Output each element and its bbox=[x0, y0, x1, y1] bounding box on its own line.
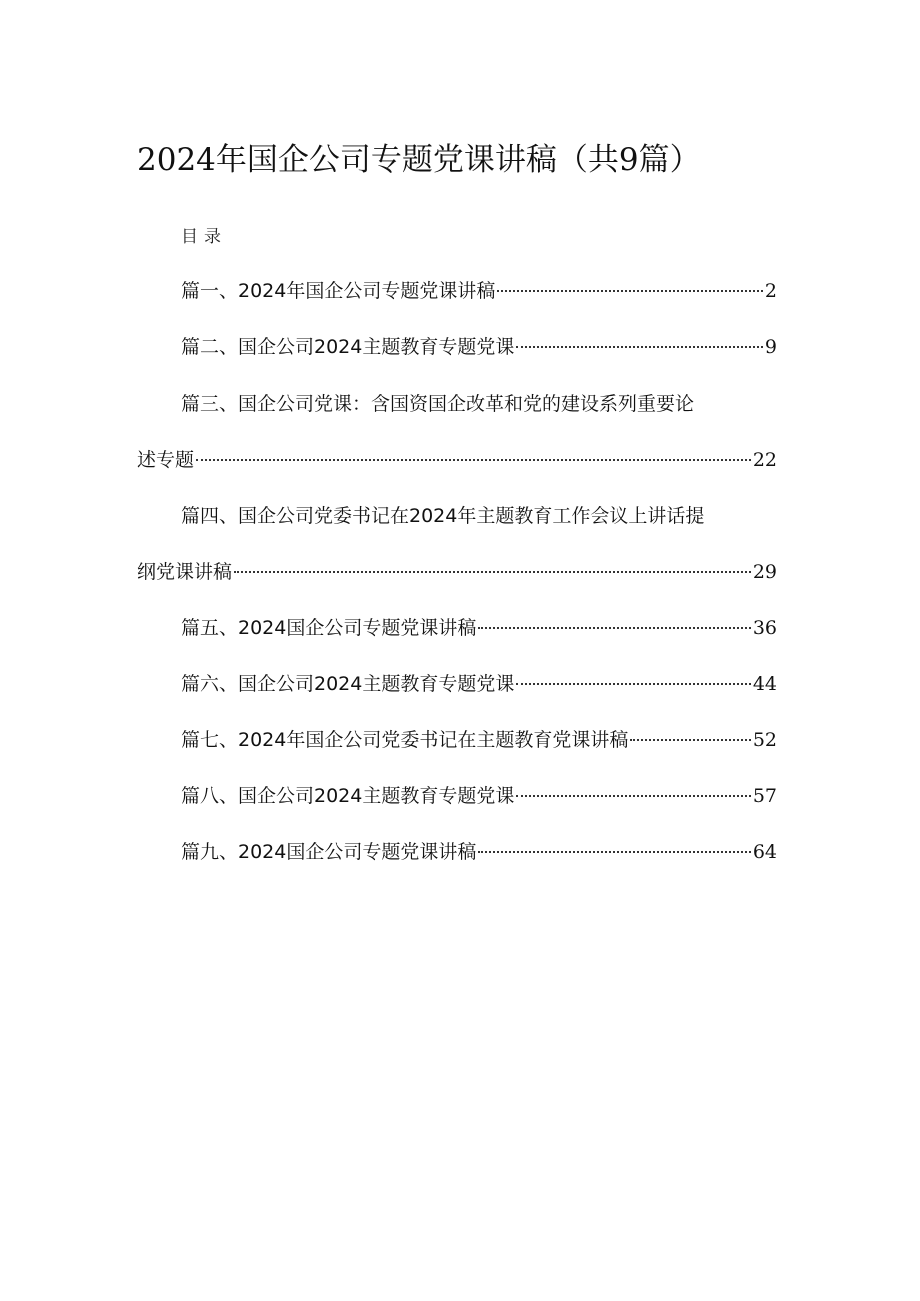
toc-entry-1[interactable] bbox=[137, 276, 777, 306]
toc-page-number: 9 bbox=[764, 336, 777, 358]
toc-entry-4-line2[interactable] bbox=[137, 557, 777, 587]
toc-entry-label: 篇一、2024年国企公司专题党课讲稿 bbox=[181, 280, 496, 302]
toc-entry-label: 篇七、2024年国企公司党委书记在主题教育党课讲稿 bbox=[181, 729, 629, 751]
toc-entry-label: 篇八、国企公司2024主题教育专题党课 bbox=[181, 785, 515, 807]
toc-page-number: 29 bbox=[752, 561, 777, 583]
toc-dot-leader bbox=[497, 289, 763, 292]
toc-dot-leader bbox=[478, 850, 750, 853]
toc-page-number: 44 bbox=[752, 673, 777, 695]
toc-entry-label: 篇六、国企公司2024主题教育专题党课 bbox=[181, 673, 515, 695]
toc-dot-leader bbox=[234, 570, 751, 573]
toc-entry-label: 篇五、2024国企公司专题党课讲稿 bbox=[181, 617, 477, 639]
toc-dot-leader bbox=[630, 738, 750, 741]
toc-page-number: 52 bbox=[752, 729, 777, 751]
document-title: 2024年国企公司专题党课讲稿（共9篇） bbox=[137, 142, 701, 178]
toc-dot-leader bbox=[516, 345, 763, 348]
toc-dot-leader bbox=[196, 458, 751, 461]
toc-entry-9[interactable] bbox=[137, 837, 777, 867]
toc-page-number: 57 bbox=[752, 785, 777, 807]
toc-dot-leader bbox=[516, 682, 750, 685]
toc-dot-leader bbox=[516, 794, 750, 797]
toc-entry-2[interactable] bbox=[137, 332, 777, 362]
toc-entry-6[interactable] bbox=[137, 669, 777, 699]
toc-entry-7[interactable] bbox=[137, 725, 777, 755]
toc-entry-label: 篇四、国企公司党委书记在2024年主题教育工作会议上讲话提 bbox=[181, 505, 705, 527]
toc-entry-8[interactable] bbox=[137, 781, 777, 811]
toc-entry-label: 篇二、国企公司2024主题教育专题党课 bbox=[181, 336, 515, 358]
toc-entry-label: 述专题 bbox=[137, 449, 195, 471]
toc-page-number: 36 bbox=[752, 617, 777, 639]
toc-entry-3-line1[interactable] bbox=[137, 389, 777, 419]
toc-page-number: 22 bbox=[752, 449, 777, 471]
toc-entry-label: 篇三、国企公司党课：含国资国企改革和党的建设系列重要论 bbox=[181, 393, 695, 415]
toc-dot-leader bbox=[478, 626, 750, 629]
toc-entry-label: 纲党课讲稿 bbox=[137, 561, 233, 583]
toc-entry-3-line2[interactable] bbox=[137, 445, 777, 475]
toc-entry-5[interactable] bbox=[137, 613, 777, 643]
toc-heading: 目录 bbox=[181, 227, 227, 247]
toc-entry-label: 篇九、2024国企公司专题党课讲稿 bbox=[181, 841, 477, 863]
toc-page-number: 64 bbox=[752, 841, 777, 863]
toc-page-number: 2 bbox=[764, 280, 777, 302]
toc-entry-4-line1[interactable] bbox=[137, 501, 777, 531]
